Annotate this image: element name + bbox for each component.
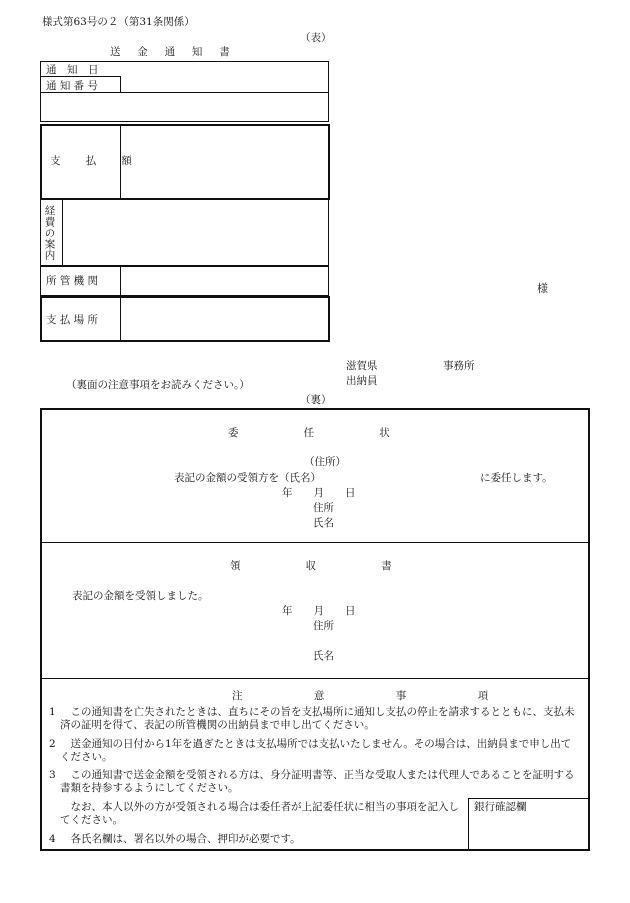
payment-amount-label: 支 払 額 xyxy=(50,155,140,167)
expense-guide-field[interactable] xyxy=(64,202,327,264)
issuer-officer: 出納員 xyxy=(346,375,378,387)
front-label: （表） xyxy=(300,32,332,44)
expense-guide-label: 経費の案内 xyxy=(43,205,56,261)
payment-place-field[interactable] xyxy=(123,299,326,339)
note-extra: なお、本人以外の方が受領される場合は委任者が上記委任状に相当の事項を記入してください。 xyxy=(60,801,459,826)
notice-date-field[interactable] xyxy=(122,62,327,75)
delegation-suffix: に委任します。 xyxy=(480,472,553,484)
receipt-text: 表記の金額を受領しました。 xyxy=(72,590,209,602)
receipt-address: 住所 xyxy=(313,620,334,632)
issuer-prefecture: 滋賀県 xyxy=(346,360,378,372)
jurisdiction-field[interactable] xyxy=(122,268,327,294)
note-item-3: 3 この通知書で送金金額を受領される方は、身分証明書等、正当な受取人または代理人であることを証明する書類を持参するようにしてください。 xyxy=(49,769,575,794)
delegation-text: 表記の金額の受領方を（氏名） xyxy=(174,472,321,484)
bank-confirmation-label: 銀行確認欄 xyxy=(474,801,527,813)
payment-amount-field[interactable] xyxy=(123,127,326,197)
note-item-4: 4 各氏名欄は、署名以外の場合、押印が必要です。 xyxy=(49,833,301,845)
delegation-delegate-field[interactable] xyxy=(338,456,474,486)
notice-number-field[interactable] xyxy=(122,78,327,91)
receipt-title: 領 収 書 xyxy=(230,560,407,572)
receipt-name: 氏名 xyxy=(313,650,334,662)
form-number: 様式第63号の２（第31条関係） xyxy=(42,16,195,28)
back-label: （裏） xyxy=(300,394,332,406)
delegation-name: 氏名 xyxy=(313,517,334,529)
read-back-note: （裏面の注意事項をお読みください。） xyxy=(66,379,250,391)
note-item-2: 2 送金通知の日付から1年を過ぎたときは支払場所では支払いたしません。その場合は、出納員まで申し出てください。 xyxy=(49,738,572,763)
delegation-date: 年 月 日 xyxy=(282,487,356,499)
jurisdiction-label: 所 管 機 関 xyxy=(46,275,99,287)
delegation-address: 住所 xyxy=(313,502,334,514)
notice-number-label: 通 知 番 号 xyxy=(46,80,99,92)
issuer-office: 事務所 xyxy=(443,360,475,372)
delegation-title: 委 任 状 xyxy=(228,427,405,439)
notes-title: 注 意 事 項 xyxy=(232,690,505,702)
document-title: 送 金 通 知 書 xyxy=(110,46,233,58)
delegation-address-label: （住所） xyxy=(304,456,346,468)
addressee-suffix: 様 xyxy=(537,282,548,295)
payment-place-label: 支 払 場 所 xyxy=(46,314,99,326)
note-item-1: 1 この通知書を亡失されたときは、直ちにその旨を支払場所に通知し支払の停止を請求するとともに、支払未済の証明を得て、表記の所管機関の出納員まで申し出てください。 xyxy=(49,706,575,731)
receipt-date: 年 月 日 xyxy=(282,605,356,617)
notice-date-label: 通 知 日 xyxy=(46,64,99,76)
